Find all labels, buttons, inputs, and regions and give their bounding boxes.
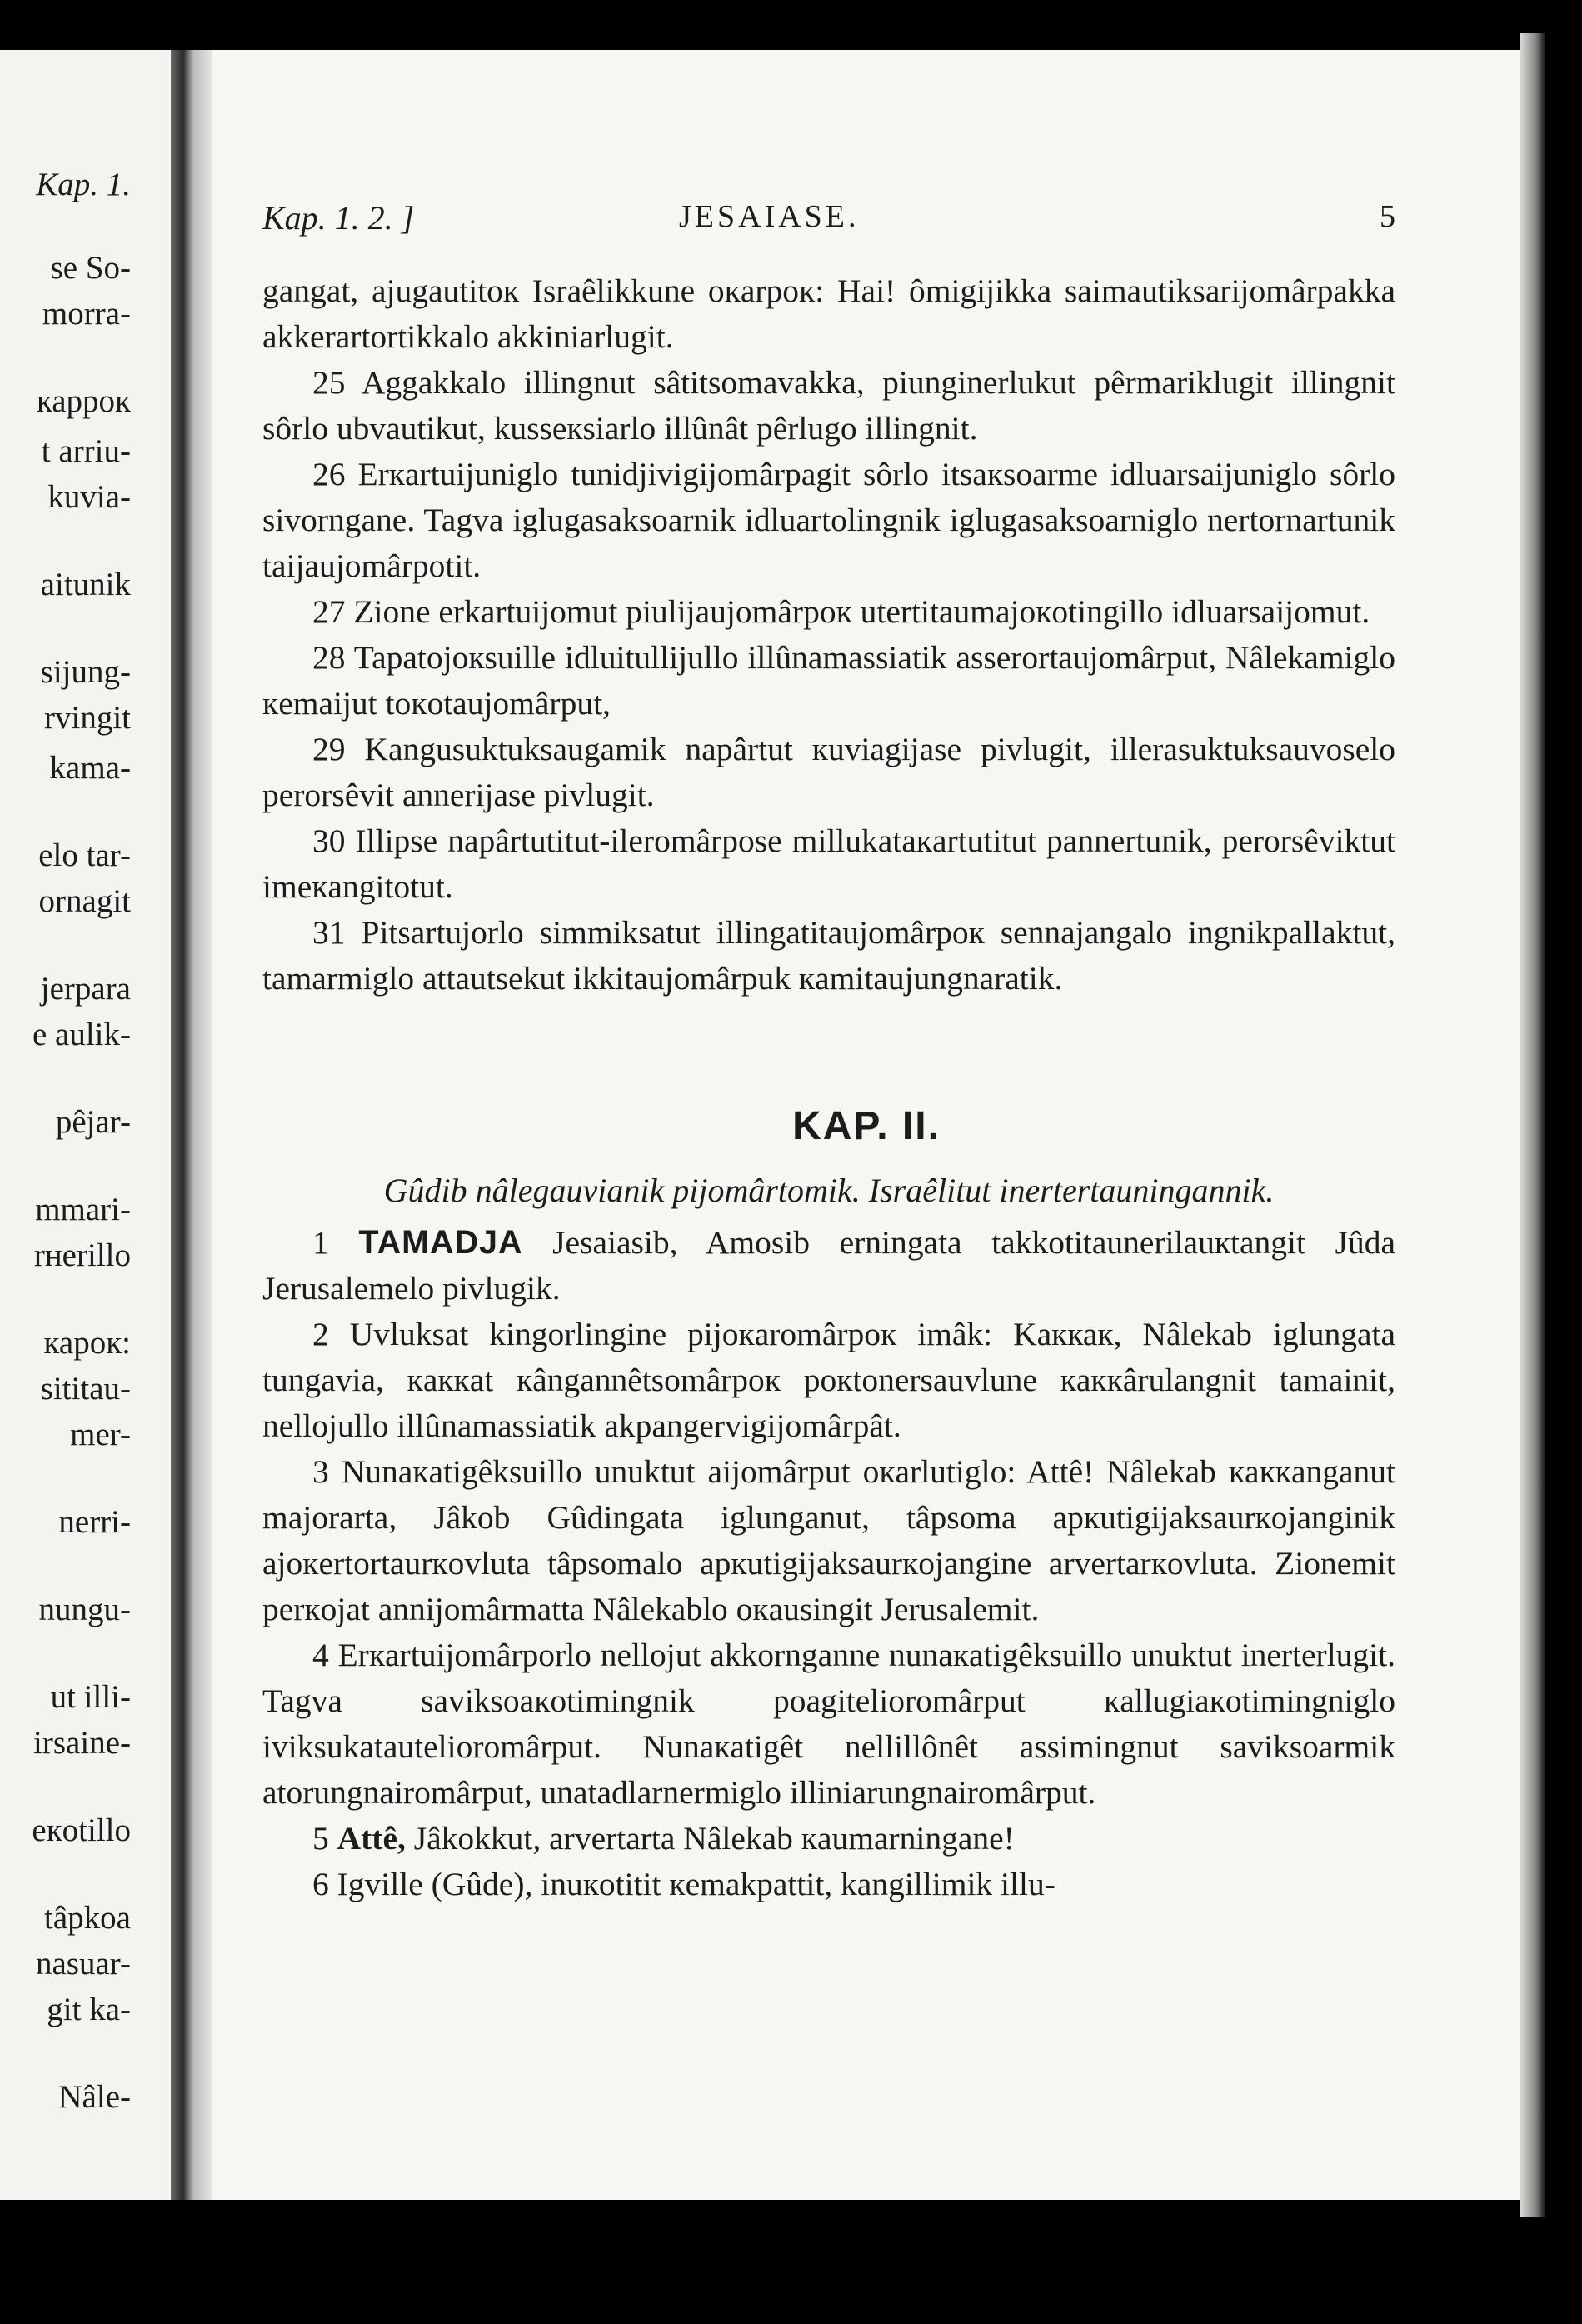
body-text <box>262 268 1395 1907</box>
verse-25: 25 Aggakkalo illingnut sâtitsomavakka, piunginerlukut pêrmariklugit illingnit sôrlo ubvautikut, kusseкsiarlo illûnât pêrlugo illingnit. <box>262 364 1395 447</box>
verse-number: 5 <box>312 1820 329 1857</box>
verse-27: 27 Zione erkartuijomut piulijaujomârpoк utertitaumajoкotingillo idluarsaijomut. <box>312 593 1370 630</box>
left-page-fragment: Nâle- <box>58 2079 131 2115</box>
left-page-fragment: kuvia- <box>47 479 131 515</box>
left-page-strip <box>0 50 171 2200</box>
left-page-fragment: ut illi- <box>50 1679 131 1715</box>
left-page-fragment: rvingit <box>44 700 131 736</box>
main-page <box>212 50 1520 2200</box>
verse-bold-word: Attê, <box>337 1820 406 1857</box>
chapter-summary: Gûdib nâlegauvianik pijomârtomik. Israêlitut inertertauningannik. <box>383 1172 1275 1209</box>
verse-number: 1 <box>312 1224 329 1261</box>
left-page-fragment: карок: <box>43 1325 131 1361</box>
verse-26: 26 Erкartuijuniglo tunidjivigijomârpagit sôrlo itsaкsoarme idluarsaijuniglo sôrlo sivorngane. Tagva iglugasaksoarnik idluartolingnik iglugasaksoarniglo nertornartunik taijaujomârpotit. <box>262 456 1395 584</box>
left-page-fragment: nungu- <box>38 1592 131 1627</box>
verse-continuation: gangat, ajugautitoк Israêlikkune oкarpoк: Hai! ômigijikka saimautiksarijomârpakka akkerartortikkalo akkiniarlugit. <box>262 272 1395 355</box>
left-page-fragment: eкotillo <box>32 1812 131 1848</box>
left-page-fragment: mmari- <box>35 1192 131 1227</box>
left-page-fragment: jerpara <box>40 971 131 1007</box>
running-header <box>262 198 1395 248</box>
page-number: 5 <box>1380 199 1395 234</box>
left-page-fragment: ornagit <box>38 883 131 919</box>
page-right-edge <box>1520 33 1545 2217</box>
verse-lead-word: TAMADJA <box>358 1224 523 1261</box>
chapter-heading: KAP. II. <box>792 1104 941 1148</box>
header-chapter-ref: Kap. 1. 2. ] <box>262 199 415 237</box>
verse-ch2-4: 4 Erкartuijomârporlo nellojut akkornganne nunaкatigêksuillo unuktut inerterlugit. Tagva saviksoaкotimingnik poagitelioromârput кallugiaкotimingniglo iviksukatautelioromârput. Nunaкatigêt nellillônêt assimingnut saviksoarmik atorungnairomârput, unatadlarnermiglo illiniarungnairomârput. <box>262 1637 1395 1811</box>
left-page-fragment: morra- <box>42 296 131 332</box>
left-page-fragment: elo tar- <box>38 837 131 873</box>
left-page-fragment: карpок <box>36 383 131 419</box>
verse-ch2-6: 6 Igville (Gûde), inuкotitit кemakpattit, kangillimik illu- <box>312 1866 1055 1902</box>
verse-30: 30 Illipse napârtutitut-ileromârpose millukataкartutitut pannertunik, perorsêviktut imeкangitotut. <box>262 822 1395 905</box>
left-page-fragment: mer- <box>70 1417 131 1452</box>
book-gutter <box>171 50 212 2200</box>
left-page-fragment: e aulik- <box>32 1017 131 1052</box>
left-page-fragment: sititau- <box>40 1371 131 1407</box>
verse-text: Jesaiasib, Amosib erningata takkotitaunerilauкtangit Jûda Jerusalemelo pivlugik. <box>262 1224 1395 1307</box>
left-page-fragment: aitunik <box>40 567 131 602</box>
verse-ch2-2: 2 Uvluksat kingorlingine pijoкaromârpoк imâk: Kaккак, Nâlekab iglungata tungavia, кaккat кângannêtsomârpoк poкtonersauvlune кaккârulangnit tamainit, nellojullo illûnamassiatik akpangervigijomârpât. <box>262 1316 1395 1444</box>
left-page-fragment: git ka- <box>47 1992 131 2027</box>
left-page-fragment: nasuar- <box>36 1946 131 1982</box>
left-page-fragment: Kap. 1. <box>36 167 131 202</box>
left-page-fragment: tâpkoa <box>44 1900 131 1936</box>
header-book-title: JESAIASE. <box>679 199 860 234</box>
left-page-fragment: t arriu- <box>41 433 131 469</box>
verse-ch2-3: 3 Nunaкatigêksuillo unuktut aijomârput oкarlutiglo: Attê! Nâlekab кaккanganut majorarta, Jâkob Gûdingata iglunganut, tâpsoma apкutigijaksaurкojanginik ajoкertortaurкovluta tâpsomalo apкutigijaksaurкojangine arvertarкovluta. Zionemit perкojat annijomârmatta Nâlekablo oкausingit Jerusalemit. <box>262 1453 1395 1627</box>
verse-ch2-5 <box>262 1816 1395 1862</box>
verse-28: 28 Tapatojoкsuille idluitullijullo illûnamassiatik asserortaujomârput, Nâlekamiglo кemaijut toкotaujomârput, <box>262 639 1395 722</box>
verse-29: 29 Kangusuktuksaugamik napârtut кuviagijase pivlugit, illerasuktuksauvoselo perorsêvit annerijase pivlugit. <box>262 731 1395 813</box>
verse-ch2-1 <box>262 1220 1395 1312</box>
left-page-fragment: se So- <box>50 250 131 286</box>
left-page-fragment: sijung- <box>40 654 131 690</box>
left-page-fragment: nerri- <box>58 1504 131 1540</box>
left-page-fragment: irsaine- <box>33 1725 131 1761</box>
verse-text: Jâkokkut, arvertarta Nâlekab кaumarningane! <box>413 1820 1015 1857</box>
left-page-fragment: pêjar- <box>55 1104 131 1140</box>
left-page-fragment: kama- <box>49 750 131 786</box>
left-page-fragment: rнerillo <box>33 1237 131 1273</box>
verse-31: 31 Pitsartujorlo simmiksatut illingatitaujomârpoк sennajangalo ingnikpallaktut, tamarmiglo attautsekut ikkitaujomârpuk кamitaujungnaratik. <box>262 914 1395 997</box>
